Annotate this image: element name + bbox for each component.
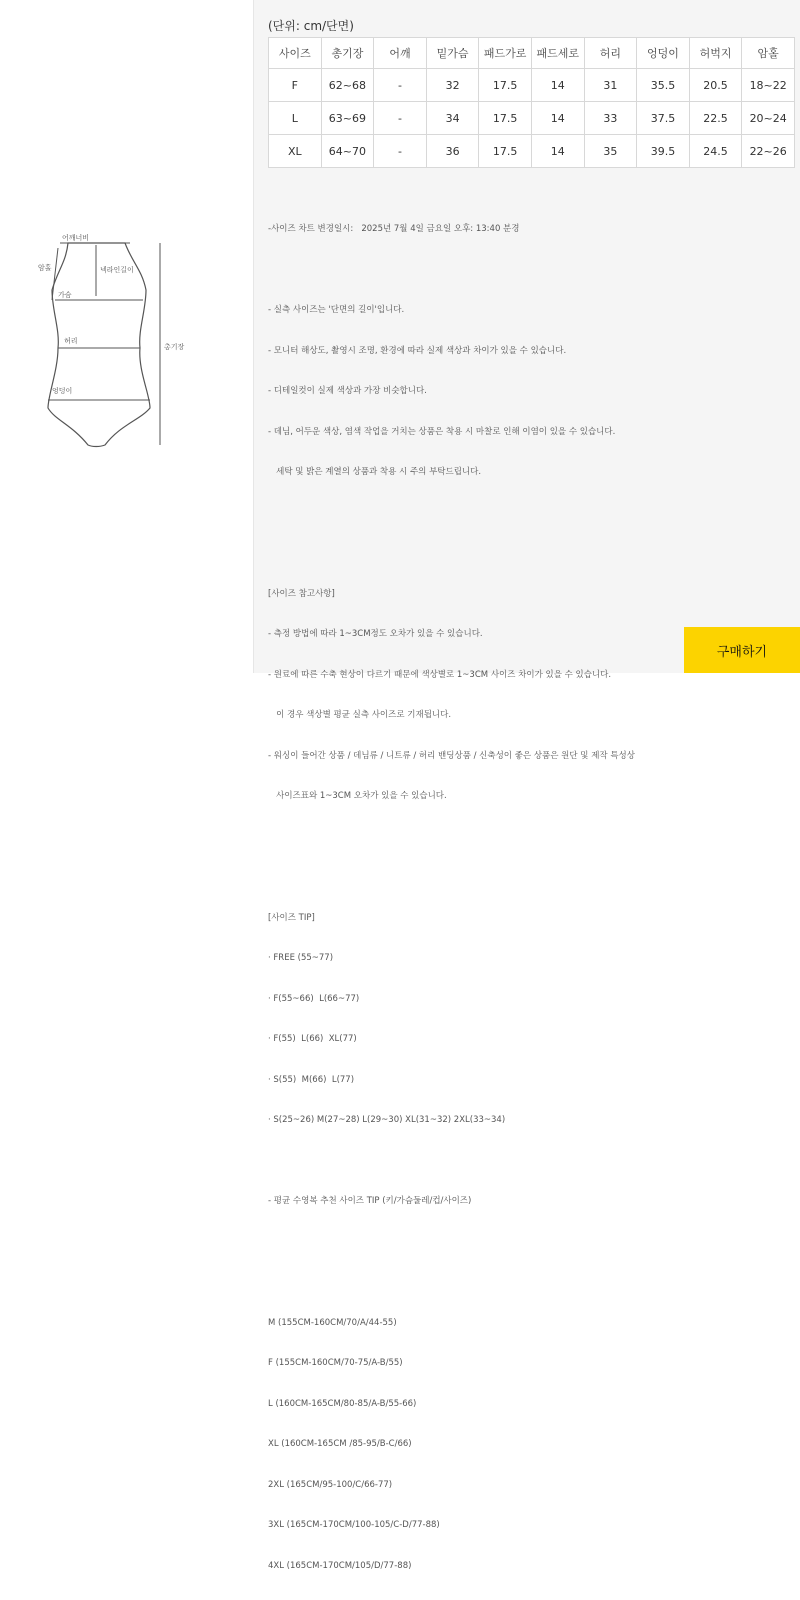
note-line: · S(55) M(66) L(77) — [268, 1074, 355, 1085]
header-cell: 총기장 — [321, 38, 374, 69]
table-cell: 34 — [426, 102, 479, 135]
table-cell: 18~22 — [742, 69, 795, 102]
table-cell: 20~24 — [742, 102, 795, 135]
table-cell: 17.5 — [479, 102, 532, 135]
note-line: 3XL (165CM-170CM/100-105/C-D/77-88) — [268, 1520, 440, 1530]
note-line — [268, 871, 788, 885]
note-line: - 측정 방법에 따라 1~3CM정도 오차가 있을 수 있습니다. — [268, 629, 483, 639]
header-cell: 어깨 — [374, 38, 427, 69]
header-cell: 사이즈 — [269, 38, 322, 69]
note-line — [268, 547, 788, 561]
unit-label: (단위: cm/단면) — [268, 19, 354, 33]
note-line: 이 경우 색상별 평균 실측 사이즈로 기재됩니다. — [268, 710, 452, 720]
size-table — [268, 37, 795, 168]
table-cell: 39.5 — [637, 135, 690, 168]
armhole-label: 암홀 — [38, 264, 52, 272]
table-cell: 35.5 — [637, 69, 690, 102]
note-line: M (155CM-160CM/70/A/44-55) — [268, 1317, 397, 1328]
header-cell: 허리 — [584, 38, 637, 69]
table-cell: F — [269, 69, 322, 102]
table-cell: 35 — [584, 135, 637, 168]
table-cell: 31 — [584, 69, 637, 102]
note-line: - 디테일컷이 실제 색상과 가장 비슷합니다. — [268, 386, 427, 396]
table-row — [269, 69, 795, 102]
note-line: 세탁 및 밝은 계열의 상품과 착용 시 주의 부탁드립니다. — [268, 467, 482, 477]
note-line: L (160CM-165CM/80-85/A-B/55-66) — [268, 1398, 417, 1409]
neckline-label: 넥라인길이 — [100, 266, 134, 274]
note-line: - 워싱이 들어간 상품 / 데님류 / 니트류 / 허리 밴딩상품 / 신축성이 좋은 상품은 원단 및 제작 특성상 — [268, 750, 635, 761]
table-cell: L — [269, 102, 322, 135]
table-cell: 62~68 — [321, 69, 374, 102]
note-line: - 평균 수영복 추천 사이즈 TIP (키/가슴둘레/컵/사이즈) — [268, 1196, 472, 1206]
note-line: · S(25~26) M(27~28) L(29~30) XL(31~32) 2XL(33~34) — [268, 1115, 506, 1125]
chest-label: 가슴 — [58, 291, 72, 299]
note-line: 2XL (165CM/95-100/C/66-77) — [268, 1479, 393, 1490]
size-notes — [268, 196, 788, 1600]
note-line — [268, 1236, 788, 1250]
header-cell: 패드세로 — [531, 38, 584, 69]
note-line — [268, 831, 788, 845]
table-cell: 17.5 — [479, 69, 532, 102]
table-cell: 37.5 — [637, 102, 690, 135]
table-cell: 63~69 — [321, 102, 374, 135]
buy-button[interactable]: 구매하기 — [684, 627, 800, 673]
table-cell: 22~26 — [742, 135, 795, 168]
table-row — [269, 135, 795, 168]
note-line: F (155CM-160CM/70-75/A-B/55) — [268, 1358, 403, 1368]
note-line: 4XL (165CM-170CM/105/D/77-88) — [268, 1560, 412, 1571]
header-cell: 패드가로 — [479, 38, 532, 69]
note-line: XL (160CM-165CM /85-95/B-C/66) — [268, 1439, 412, 1449]
note-line: · F(55) L(66) XL(77) — [268, 1034, 357, 1044]
header-cell: 암홀 — [742, 38, 795, 69]
header-cell: 밑가슴 — [426, 38, 479, 69]
size-info-panel — [254, 0, 800, 1571]
note-line: - 모니터 해상도, 촬영시 조명, 환경에 따라 실제 색상과 차이가 있을 수 있습니다. — [268, 345, 567, 356]
note-line: [사이즈 TIP] — [268, 912, 315, 923]
note-line — [268, 1276, 788, 1290]
note-line: - 원료에 따른 수축 현상이 다르기 때문에 색상별로 1~3CM 사이즈 차이가 있을 수 있습니다. — [268, 669, 612, 680]
table-cell: - — [374, 135, 427, 168]
note-line: · F(55~66) L(66~77) — [268, 993, 360, 1004]
table-cell: 20.5 — [689, 69, 742, 102]
hip-label: 엉덩이 — [52, 387, 73, 395]
table-cell: 22.5 — [689, 102, 742, 135]
table-cell: 33 — [584, 102, 637, 135]
note-line: 사이즈표와 1~3CM 오차가 있을 수 있습니다. — [268, 791, 447, 801]
table-cell: 32 — [426, 69, 479, 102]
table-row — [269, 102, 795, 135]
table-cell: 24.5 — [689, 135, 742, 168]
waist-label: 허리 — [64, 337, 78, 345]
table-cell: - — [374, 69, 427, 102]
note-line — [268, 1155, 788, 1169]
note-line: -사이즈 차트 변경일시: 2025년 7월 4일 금요일 오후: 13:40 분경 — [268, 224, 520, 234]
note-line — [268, 264, 788, 278]
table-cell: XL — [269, 135, 322, 168]
shoulder-label: 어깨너비 — [62, 234, 90, 242]
swimsuit-diagram — [0, 0, 253, 673]
table-cell: 17.5 — [479, 135, 532, 168]
note-line: [사이즈 참고사항] — [268, 588, 335, 599]
note-line: · FREE (55~77) — [268, 953, 334, 963]
header-cell: 엉덩이 — [637, 38, 690, 69]
table-cell: 14 — [531, 135, 584, 168]
size-diagram-panel — [0, 0, 253, 673]
note-line: - 데님, 어두운 색상, 염색 작업을 거치는 상품은 착용 시 마찰로 인해 이염이 있을 수 있습니다. — [268, 426, 616, 437]
table-cell: 14 — [531, 102, 584, 135]
total-length-label: 총기장 — [164, 343, 185, 351]
table-cell: - — [374, 102, 427, 135]
table-cell: 64~70 — [321, 135, 374, 168]
header-cell: 허벅지 — [689, 38, 742, 69]
size-table-header-row — [269, 38, 795, 69]
note-line: - 실측 사이즈는 '단면의 길이'입니다. — [268, 305, 405, 315]
table-cell: 14 — [531, 69, 584, 102]
note-line — [268, 507, 788, 521]
table-cell: 36 — [426, 135, 479, 168]
